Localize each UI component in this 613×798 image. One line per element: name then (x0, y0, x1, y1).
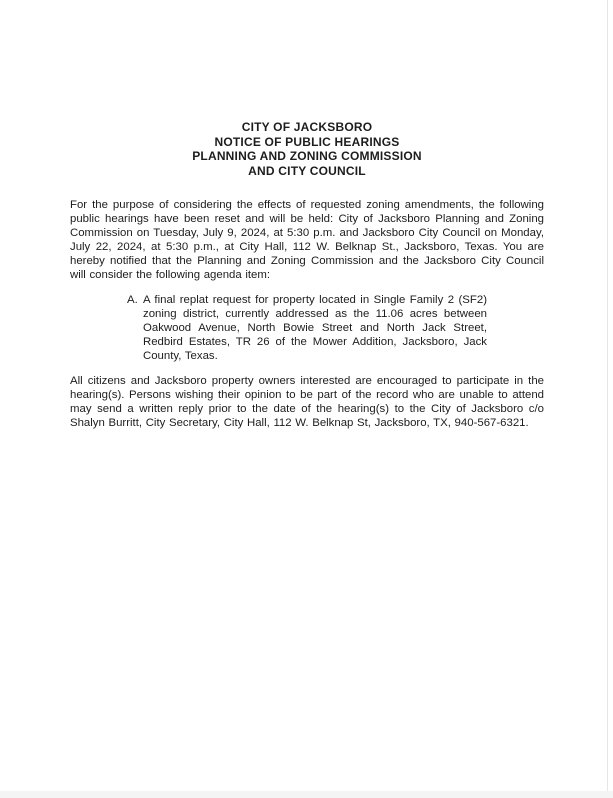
notice-title-line-notice: NOTICE OF PUBLIC HEARINGS (214, 134, 400, 149)
notice-content (70, 0, 544, 430)
page-bottom-margin-strip (0, 791, 613, 798)
agenda-item-text: A final replat request for property located in Single Family 2 (SF2) zoning district, currently addressed as the 11.06 acres between Oakwood Avenue, North Bowie Street and North Jack Street, Redbird Estates, TR 26 of the Mower Addition, Jacksboro, Jack County, Texas. (143, 294, 487, 362)
agenda-item-marker: A. (127, 294, 138, 306)
notice-title-line-council: AND CITY COUNCIL (248, 163, 366, 178)
intro-paragraph: For the purpose of considering the effects of requested zoning amendments, the following public hearings have been reset and will be held: City of Jacksboro Planning and Zoning Commission on Tuesday, July 9, 2024, at 5:30 p.m. and Jacksboro City Council on Monday, July 22, 2024, at 5:30 p.m., at City Hall, 112 W. Belknap St., Jacksboro, Texas. You are hereby notified that the Planning and Zoning Commission and the Jacksboro City Council will consider the following agenda item: (70, 199, 544, 281)
notice-title-line-city: CITY OF JACKSBORO (241, 120, 373, 134)
notice-title-line-commission: PLANNING AND ZONING COMMISSION (192, 149, 422, 163)
closing-paragraph: All citizens and Jacksboro property owners interested are encouraged to participate in the hearing(s). Persons wishing their opinion to be part of the record who are unable to attend may send a written reply prior to the date of the hearing(s) to the City of Jacksboro c/o Shalyn Burritt, City Secretary, City Hall, 112 W. Belknap St, Jacksboro, TX, 940-567-6321. (70, 375, 544, 429)
page-edge-line (607, 0, 608, 791)
agenda-item-a (70, 293, 544, 363)
notice-header (70, 120, 544, 178)
